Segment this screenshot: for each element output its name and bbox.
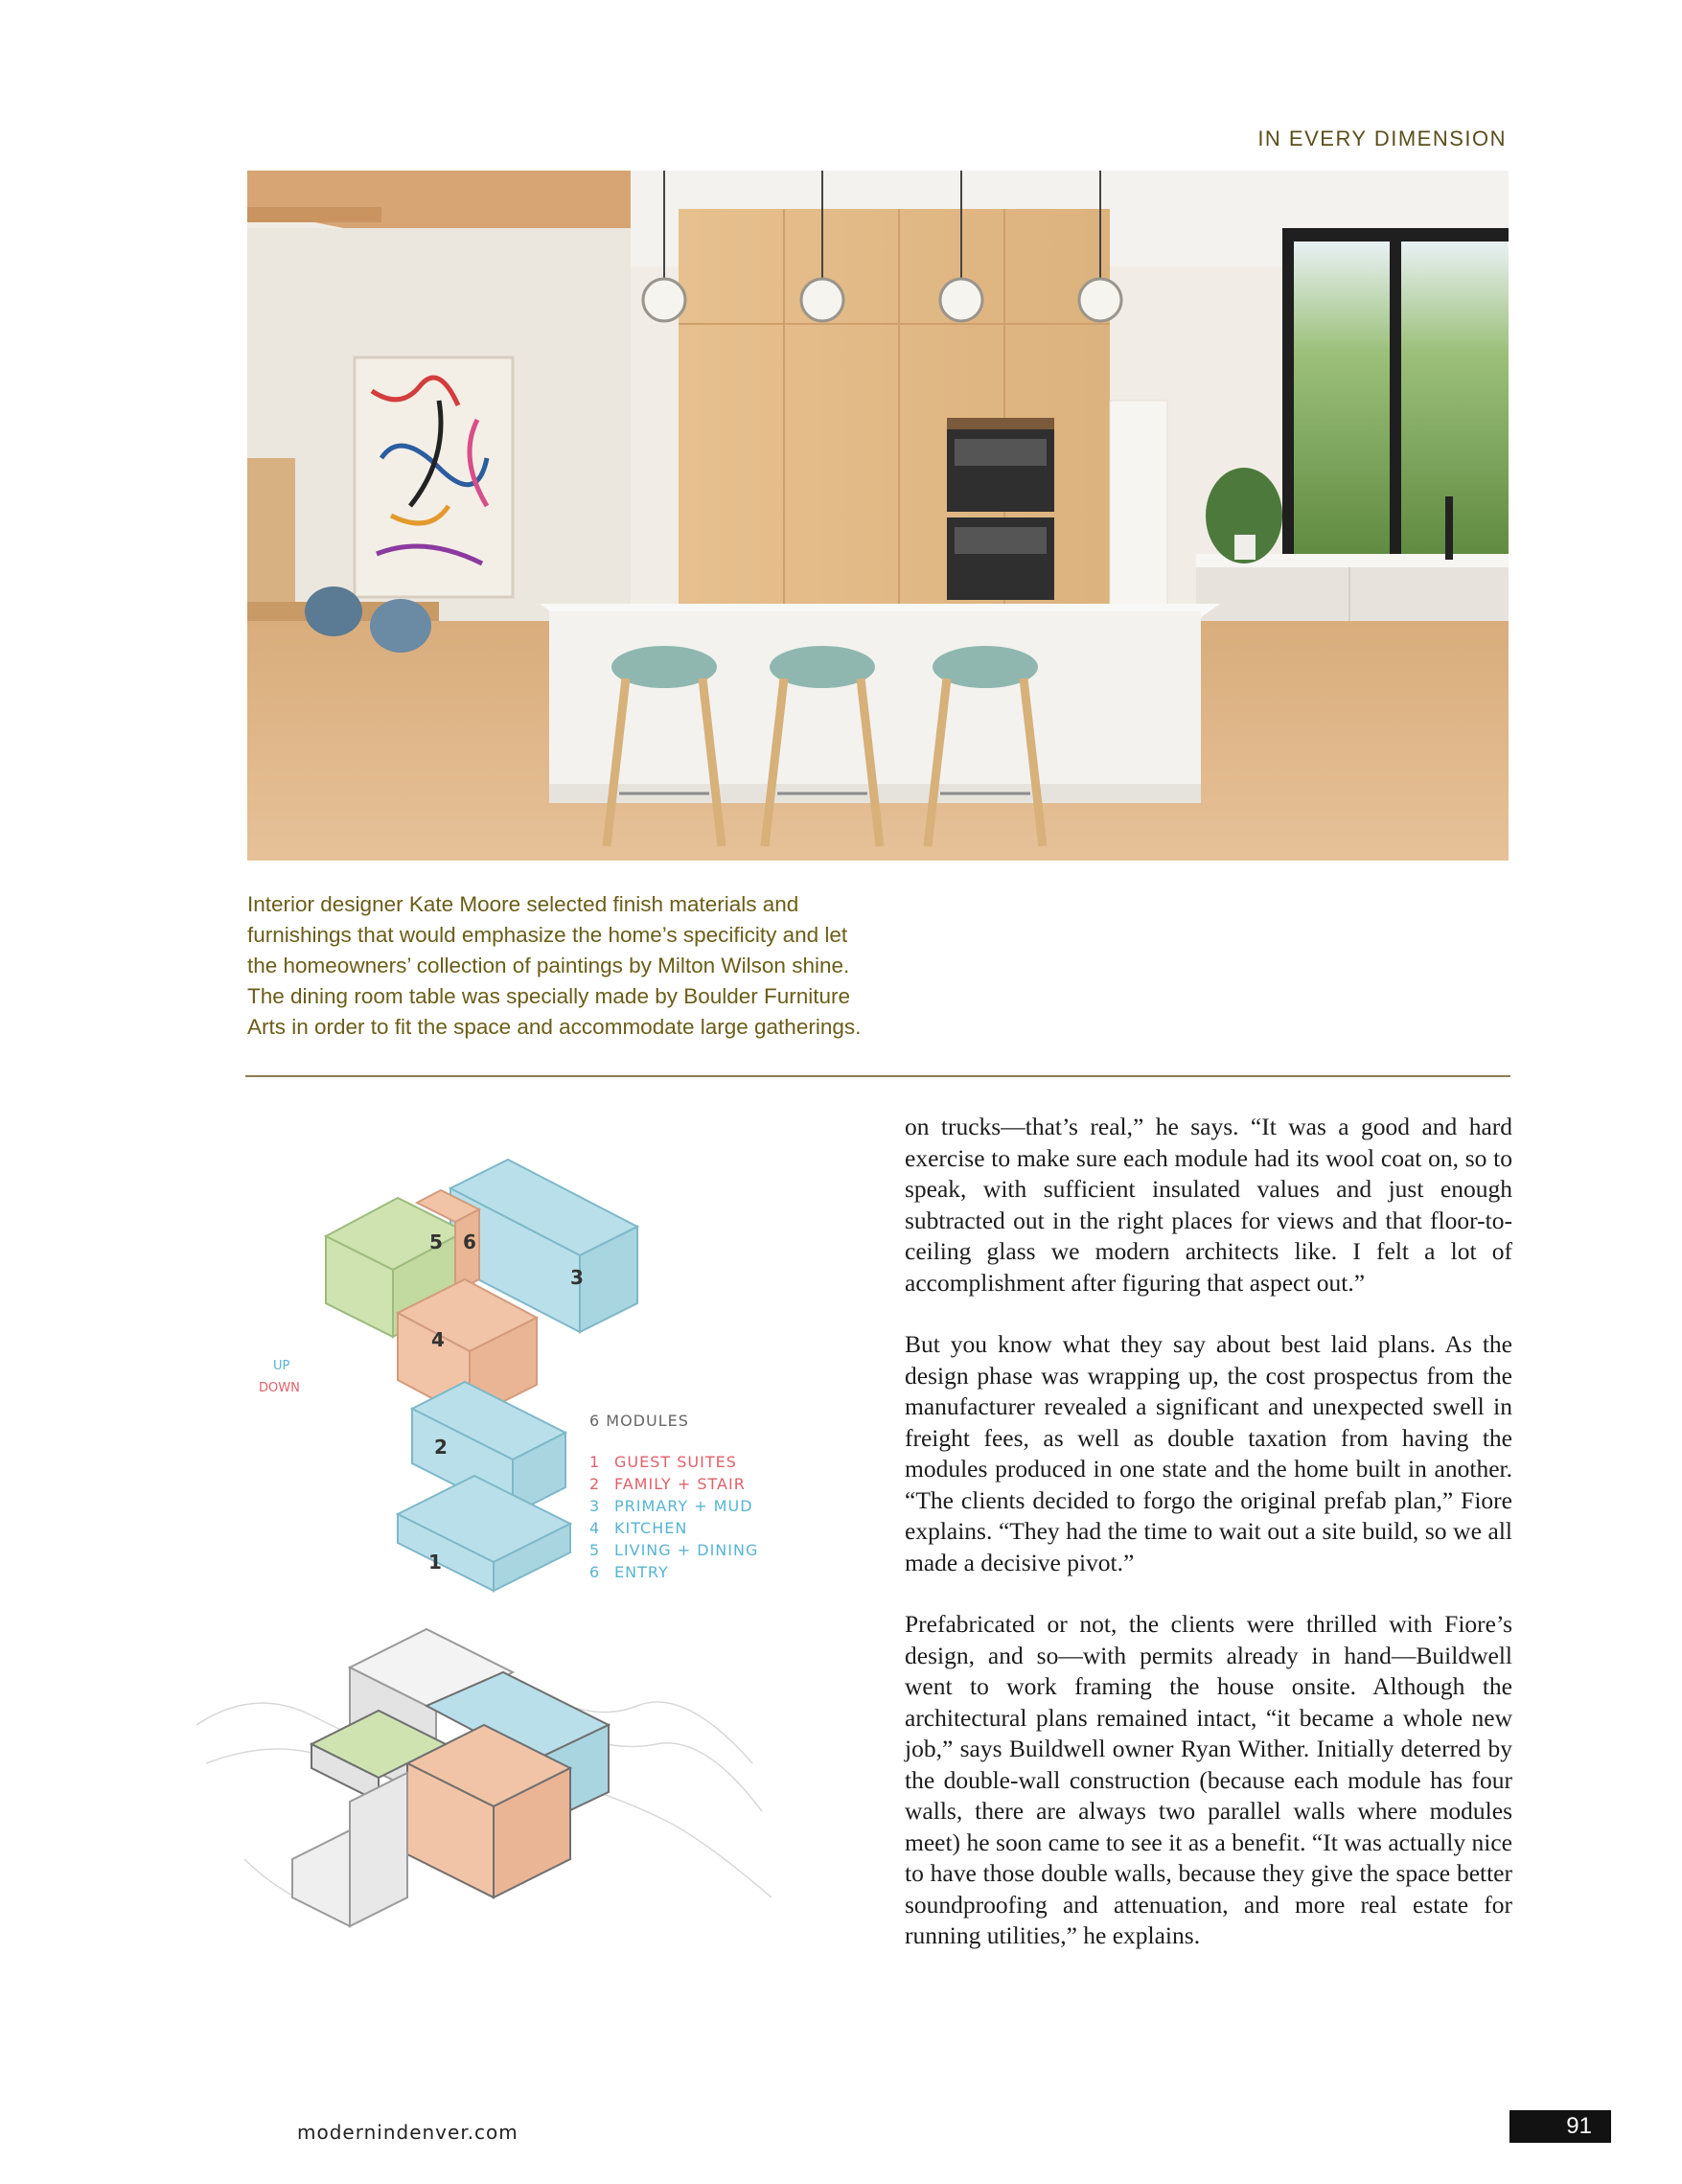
footer-url[interactable]: modernindenver.com bbox=[297, 2121, 518, 2144]
legend-label-3: PRIMARY + MUD bbox=[614, 1497, 753, 1515]
legend-label-6: ENTRY bbox=[614, 1563, 669, 1581]
legend-label-1: GUEST SUITES bbox=[614, 1453, 737, 1471]
legend-title: 6 MODULES bbox=[589, 1412, 689, 1430]
block-label-3: 3 bbox=[570, 1266, 584, 1289]
article-paragraph: But you know what they say about best laid plans. As the design phase was wrapping up, the cost prospectus from the manufacturer revealed a significant and unexpected swell in freight fees, as well as double taxation from having the modules produced in one state and the home built in another. “The clients decided to forgo the original prefab plan,” Fiore explains. “They had the time to wait out a site build, so we all made a decisive pivot.” bbox=[905, 1330, 1512, 1576]
block-label-6: 6 bbox=[463, 1230, 476, 1253]
section-divider bbox=[245, 1075, 1510, 1077]
block-label-5: 5 bbox=[429, 1230, 443, 1253]
legend-num-4: 4 bbox=[589, 1519, 601, 1537]
page-number: 91 bbox=[1509, 2110, 1611, 2143]
block-label-1: 1 bbox=[428, 1551, 442, 1574]
kitchen-illustration bbox=[247, 171, 1509, 861]
legend-num-6: 6 bbox=[589, 1563, 601, 1581]
legend-num-2: 2 bbox=[589, 1475, 601, 1493]
legend-label-4: KITCHEN bbox=[614, 1519, 688, 1537]
legend-num-5: 5 bbox=[589, 1541, 601, 1559]
legend-num-1: 1 bbox=[589, 1453, 601, 1471]
block-label-4: 4 bbox=[431, 1328, 445, 1351]
modules-diagram bbox=[187, 1131, 891, 2017]
article-paragraph: Prefabricated or not, the clients were thrilled with Fiore’s design, and so—with permits already in hand—Buildwell went to work framing the house onsite. Although the architectural plans remained intact, “it became a whole new job,” says Buildwell owner Ryan Wither. Initially deterred by the double-wall construction (because each module has four walls, there are always two parallel walls where modules meet) he soon came to see it as a benefit. “It was actually nice to have those double walls, because they give the space better soundproofing and attenuation, and more real estate for running utilities,” he explains. bbox=[905, 1610, 1512, 1949]
legend-num-3: 3 bbox=[589, 1497, 601, 1515]
down-label: DOWN bbox=[259, 1381, 300, 1395]
kitchen-photo bbox=[247, 171, 1509, 861]
article-paragraph: on trucks—that’s real,” he says. “It was a good and hard exercise to make sure each module had its wool coat on, so to speak, with sufficient insulated values and just enough subtracted out in the right places for views and that floor-to-ceiling glass we modern architects like. I felt a lot of accomplishment after figuring that aspect out.” bbox=[905, 1113, 1512, 1297]
block-label-2: 2 bbox=[434, 1436, 448, 1459]
section-kicker: IN EVERY DIMENSION bbox=[1257, 126, 1507, 150]
site-model bbox=[292, 1629, 609, 1926]
article-body bbox=[905, 1112, 1512, 1983]
legend-label-5: LIVING + DINING bbox=[614, 1541, 759, 1559]
legend-label-2: FAMILY + STAIR bbox=[614, 1475, 746, 1493]
up-label: UP bbox=[273, 1359, 290, 1373]
photo-caption: Interior designer Kate Moore selected finish materials and furnishings that would emphasize the home’s specificity and let the homeowners’ collection of paintings by Milton Wilson shine. The dining room table was specially made by Boulder Furniture Arts in order to fit the space and accommodate large gatherings. bbox=[247, 892, 862, 1039]
modules-svg bbox=[187, 1131, 891, 2017]
